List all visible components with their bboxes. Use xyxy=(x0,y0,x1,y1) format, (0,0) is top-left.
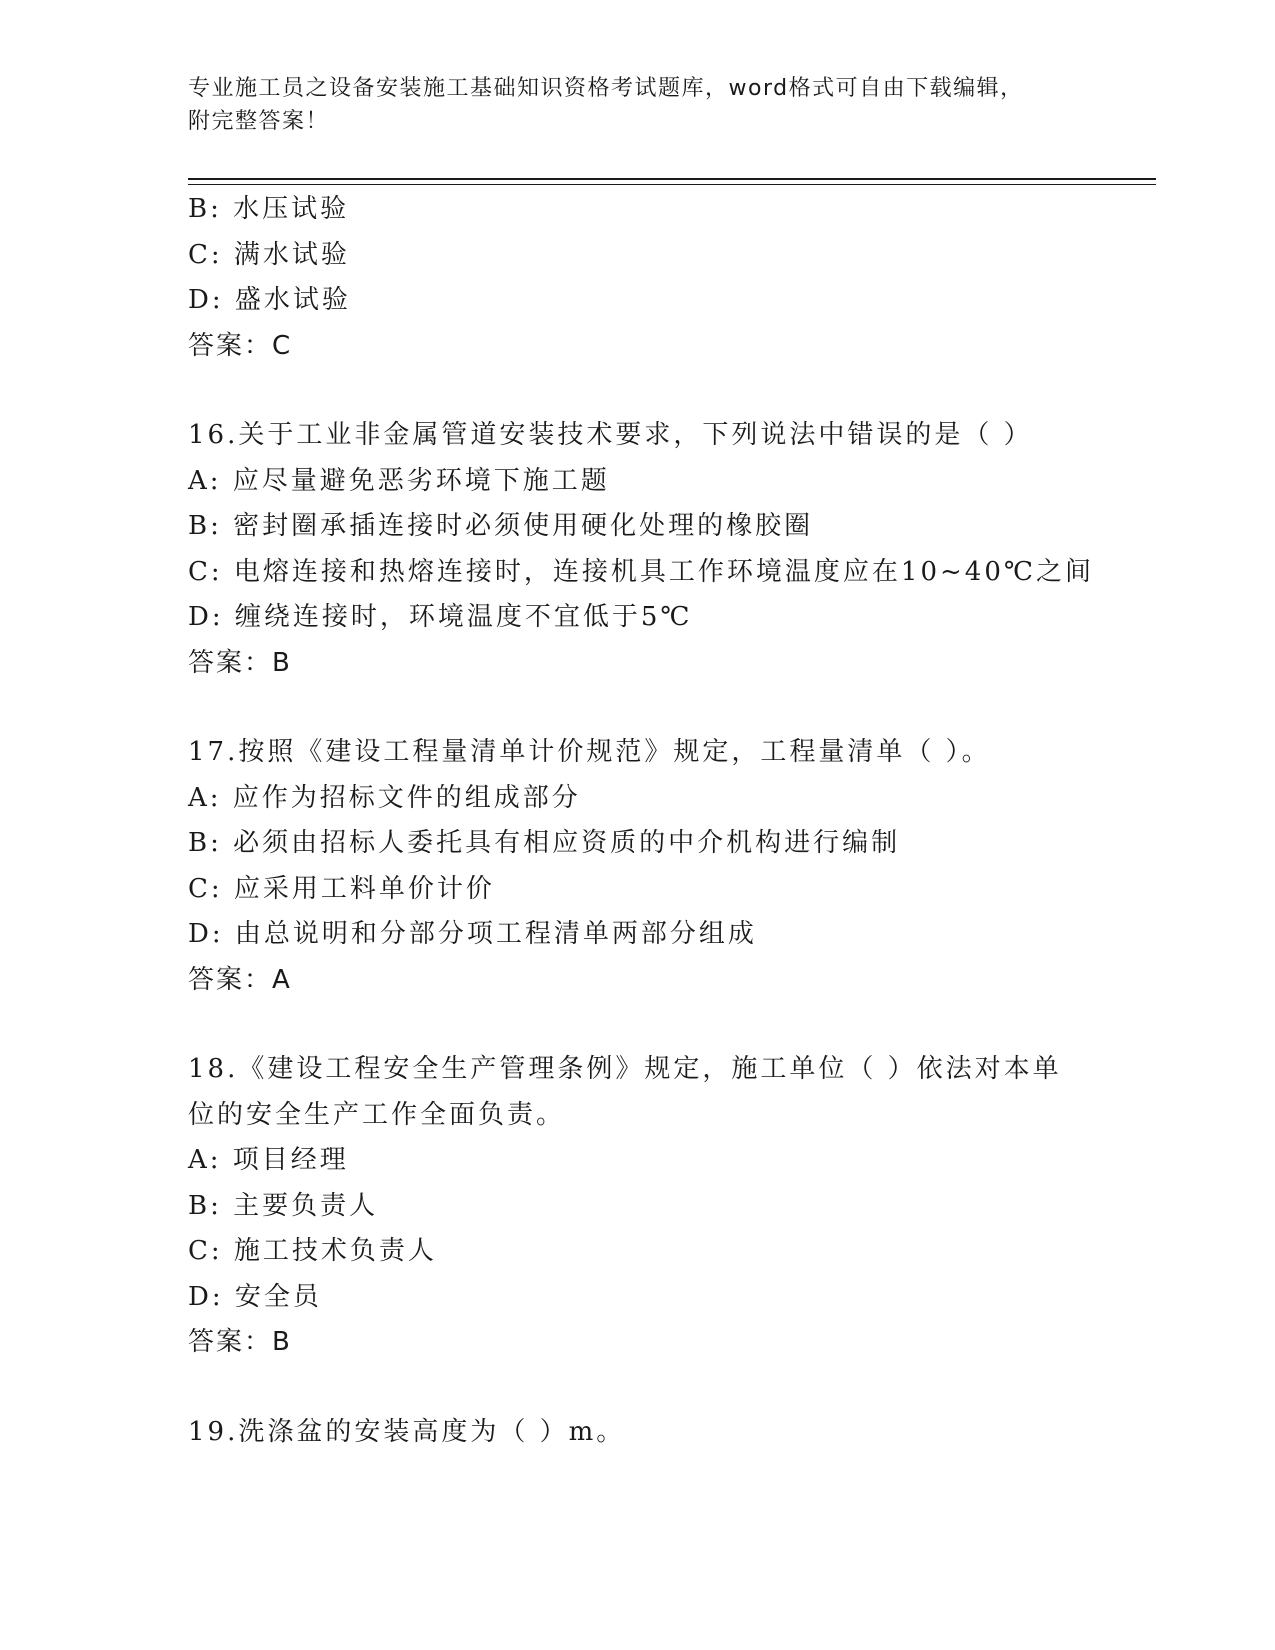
question-list xyxy=(188,187,1094,1455)
q15-option-c: C: 满水试验 xyxy=(188,239,350,270)
q18-stem-line-1: 18.《建设工程安全生产管理条例》规定，施工单位（ ）依法对本单 xyxy=(188,1054,1062,1084)
q15-answer: 答案：C xyxy=(188,330,293,361)
q16-option-b: B: 密封圈承插连接时必须使用硬化处理的橡胶圈 xyxy=(188,511,814,541)
q17-answer: 答案：A xyxy=(188,964,292,995)
header-line-1: 专业施工员之设备安装施工基础知识资格考试题库，word格式可自由下载编辑， xyxy=(188,76,1024,101)
q16-option-a: A: 应尽量避免恶劣环境下施工题 xyxy=(188,465,610,496)
question-17 xyxy=(188,730,1088,1003)
q18-answer: 答案：B xyxy=(188,1327,292,1357)
q18-stem-line-2: 位的安全生产工作全面负责。 xyxy=(188,1099,566,1130)
q16-answer: 答案：B xyxy=(188,647,292,678)
q16-option-c: C: 电熔连接和热熔连接时，连接机具工作环境温度应在10~40℃之间 xyxy=(188,556,1094,587)
header-rule-thick xyxy=(188,178,1156,180)
page-header xyxy=(188,72,1088,138)
q15-option-b: B: 水压试验 xyxy=(188,194,350,224)
q19-stem: 19.洗涤盆的安装高度为（ ）m。 xyxy=(188,1416,626,1447)
question-19 xyxy=(188,1410,1088,1456)
question-16 xyxy=(188,413,1094,686)
question-15-tail xyxy=(188,187,1088,369)
spacer xyxy=(188,1003,1088,1047)
header-rule-thin xyxy=(188,184,1156,185)
q17-stem: 17.按照《建设工程量清单计价规范》规定，工程量清单（ ）。 xyxy=(188,737,991,767)
header-line-2: 附完整答案！ xyxy=(188,109,330,134)
q17-option-a: A: 应作为招标文件的组成部分 xyxy=(188,782,581,813)
q18-option-c: C: 施工技术负责人 xyxy=(188,1236,437,1266)
spacer xyxy=(188,1366,1088,1410)
q17-option-c: C: 应采用工料单价计价 xyxy=(188,873,495,904)
q17-option-b: B: 必须由招标人委托具有相应资质的中介机构进行编制 xyxy=(188,828,901,858)
q18-option-d: D: 安全员 xyxy=(188,1281,322,1312)
spacer xyxy=(188,369,1088,413)
q15-option-d: D: 盛水试验 xyxy=(188,285,351,315)
q17-option-d: D: 由总说明和分部分项工程清单两部分组成 xyxy=(188,919,757,949)
q16-stem: 16.关于工业非金属管道安装技术要求，下列说法中错误的是（ ） xyxy=(188,420,1033,450)
q18-option-b: B: 主要负责人 xyxy=(188,1190,379,1221)
q18-option-a: A: 项目经理 xyxy=(188,1145,349,1175)
spacer xyxy=(188,686,1088,730)
q16-option-d: D: 缠绕连接时，环境温度不宜低于5℃ xyxy=(188,602,693,632)
question-18 xyxy=(188,1047,1088,1366)
